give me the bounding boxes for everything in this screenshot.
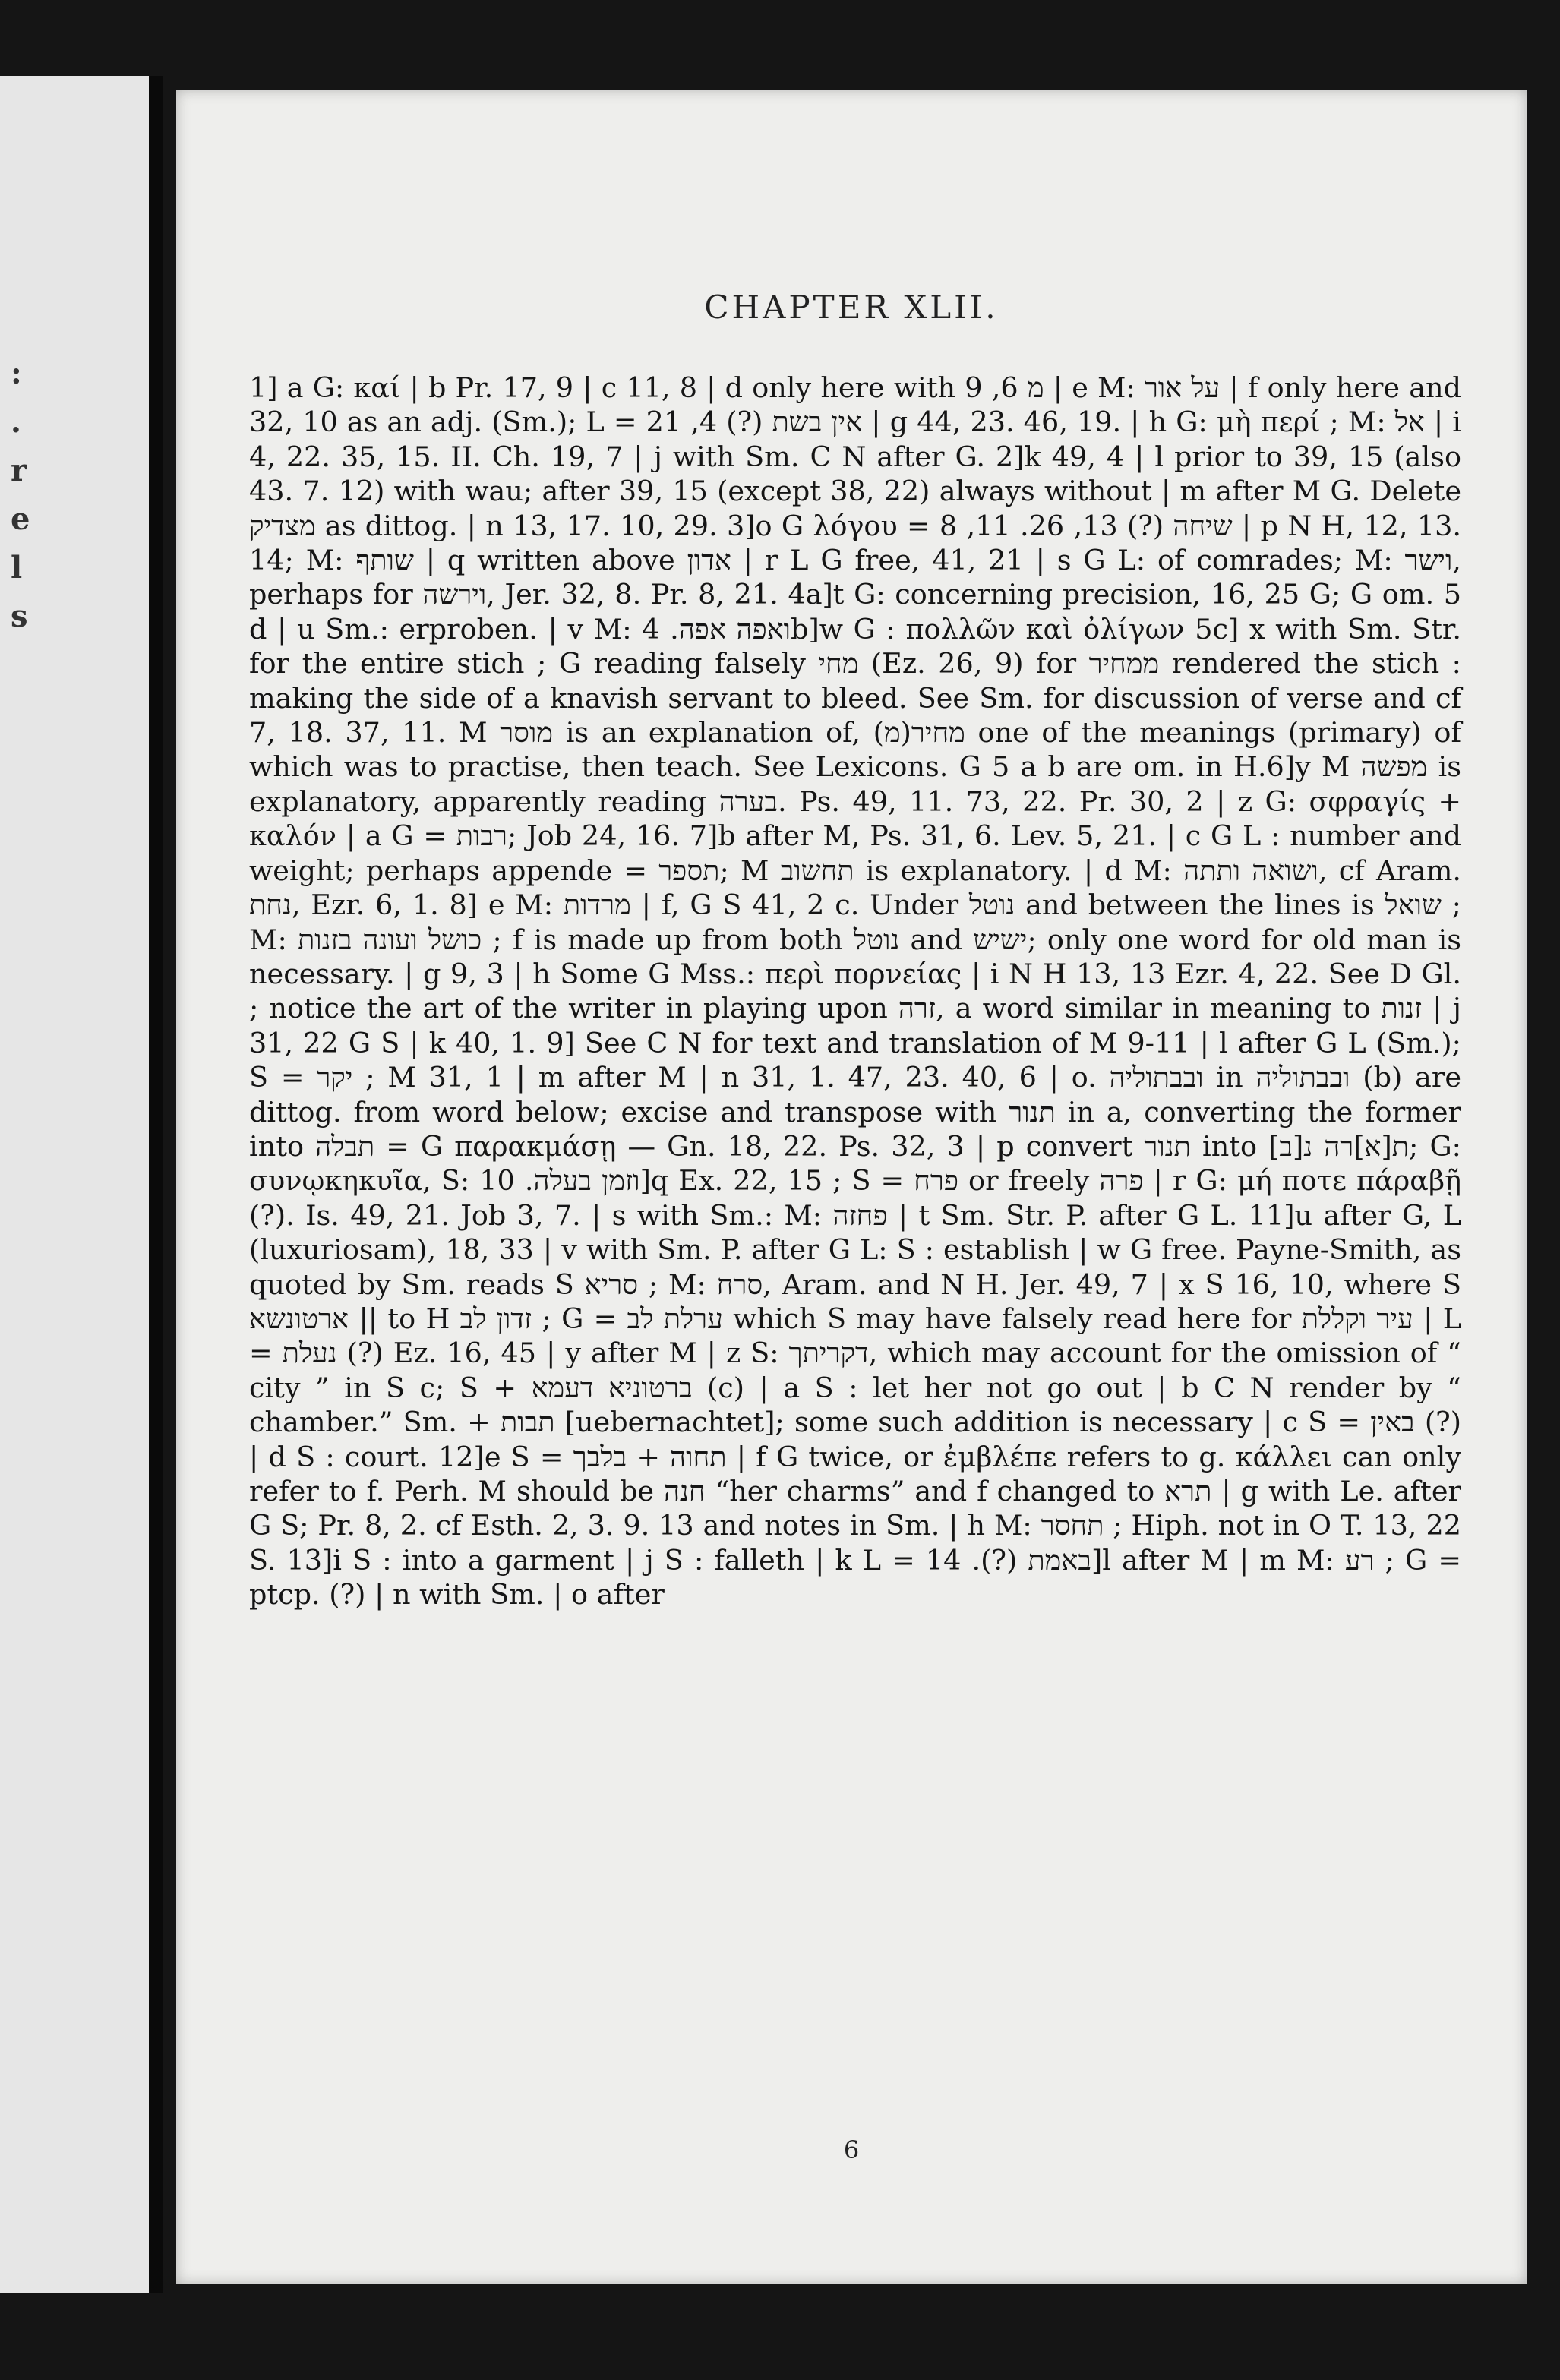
- facing-page-marks: : . r e l s: [11, 355, 30, 634]
- page-number: 6: [843, 2135, 860, 2164]
- facing-page-edge: [0, 76, 149, 2293]
- book-binding: [149, 76, 163, 2293]
- book-page: [176, 90, 1527, 2284]
- textual-notes: 1] a G: καί | b Pr. 17, 9 | c 11, 8 | d only here with מ 6, 9 | e M: על אור | f only here and 32, 10 as an adj. (Sm.); L = אין בשת (?) 4, 21 | g 44, 23. 46, 19. | h G: μὴ περί ; M: אל | i 4, 22. 35, 15. II. Ch. 19, 7 | j with Sm. C N after G. 2]k 49, 4 | l prior to 39, 15 (also 43. 7. 12) with wau; after 39, 15 (except 38, 22) always without | m after M G. Delete מצדיק as dittog. | n 13, 17. 10, 29. 3]o G λόγου = שיחה (?) 13, 26. 11, 8 | p N H, 12, 13. 14; M: שותף | q written above אדון | r L G free, 41, 21 | s G L: of comrades; M: וישר, perhaps for וירשה, Jer. 32, 8. Pr. 8, 21. 4a]t G: concerning precision, 16, 25 G; G om. 5 d | u Sm.: erproben. | v M: ואפה אפה. 4b]w G : πολλῶν καὶ ὀλίγων 5c] x with Sm. Str. for the entire stich ; G reading falsely מחי (Ez. 26, 9) for ממחיר rendered the stich : making the side of a knavish servant to bleed. See Sm. for discussion of verse and cf 7, 18. 37, 11. M מוסר is an explanation of, (מ)מחיר one of the meanings (primary) of which was to practise, then teach. See Lexicons. G 5 a b are om. in H.6]y M מפשה is explanatory, apparently reading בערה. Ps. 49, 11. 73, 22. Pr. 30, 2 | z G: σφραγίς + καλόν | a G = רבות; Job 24, 16. 7]b after M, Ps. 31, 6. Lev. 5, 21. | c G L : number and weight; perhaps appende = תספר; M תחשוב is explanatory. | d M: ושואה ותתה, cf Aram. נחת, Ezr. 6, 1. 8] e M: מרדות | f, G S 41, 2 c. Under נוטל and between the lines is שואל ; M: כושל ועונה בזנות ; f is made up from both נוטל and ישיש; only one word for old man is necessary. | g 9, 3 | h Some G Mss.: περὶ πορνείας | i N H 13, 13 Ezr. 4, 22. See D Gl. ; notice the art of the writer in playing upon זרה, a word similar in meaning to זנות | j 31, 22 G S | k 40, 1. 9] See C N for text and translation of M 9-11 | l after G L (Sm.); S = יקר ; M 31, 1 | m after M | n 31, 1. 47, 23. 40, 6 | o. ובבתוליה in ובבתוליה (b) are dittog. from word below; excise and transpose with תנור in a, converting the former into תבלה = G παρακμάσῃ — Gn. 18, 22. Ps. 32, 3 | p convert תנור into ת[א]רה נ[ב]; G: συνῳκηκυῖα, S: וזמן בעלה. 10]q Ex. 22, 15 ; S = פרח or freely פרה | r G: μή ποτε πάραβῇ (?). Is. 49, 21. Job 3, 7. | s with Sm.: M: פחזה | t Sm. Str. P. after G L. 11]u after G, L (luxuriosam), 18, 33 | v with Sm. P. after G L: S : establish | w G free. Payne-Smith, as quoted by Sm. reads S סריא ; M: סרח, Aram. and N H. Jer. 49, 7 | x S 16, 10, where S ארטונשא || to H זדון לב ; G = ערלת לב which S may have falsely read here for עיר וקללת | L = נעלת (?) Ez. 16, 45 | y after M | z S: דקריתך, which may account for the omission of “ city ” in S c; S + ברטוניא דעמא (c) | a S : let her not go out | b C N render by “ chamber.” Sm. + תבות [uebernachtet]; some such addition is necessary | c S = באין (?) | d S : court. 12]e S = תחוה + בלבך | f G twice, or ἐμβλέπε refers to g. κάλλει can only refer to f. Perh. M should be חנה “her charms” and f changed to תרא | g with Le. after G S; Pr. 8, 2. cf Esth. 2, 3. 9. 13 and notes in Sm. | h M: תחסר ; Hiph. not in O T. 13, 22 S. 13]i S : into a garment | j S : falleth | k L = באמת (?). 14]l after M | m M: רע ; G = ptcp. (?) | n with Sm. | o after: [249, 371, 1462, 1611]
- chapter-title: CHAPTER XLII.: [704, 289, 999, 326]
